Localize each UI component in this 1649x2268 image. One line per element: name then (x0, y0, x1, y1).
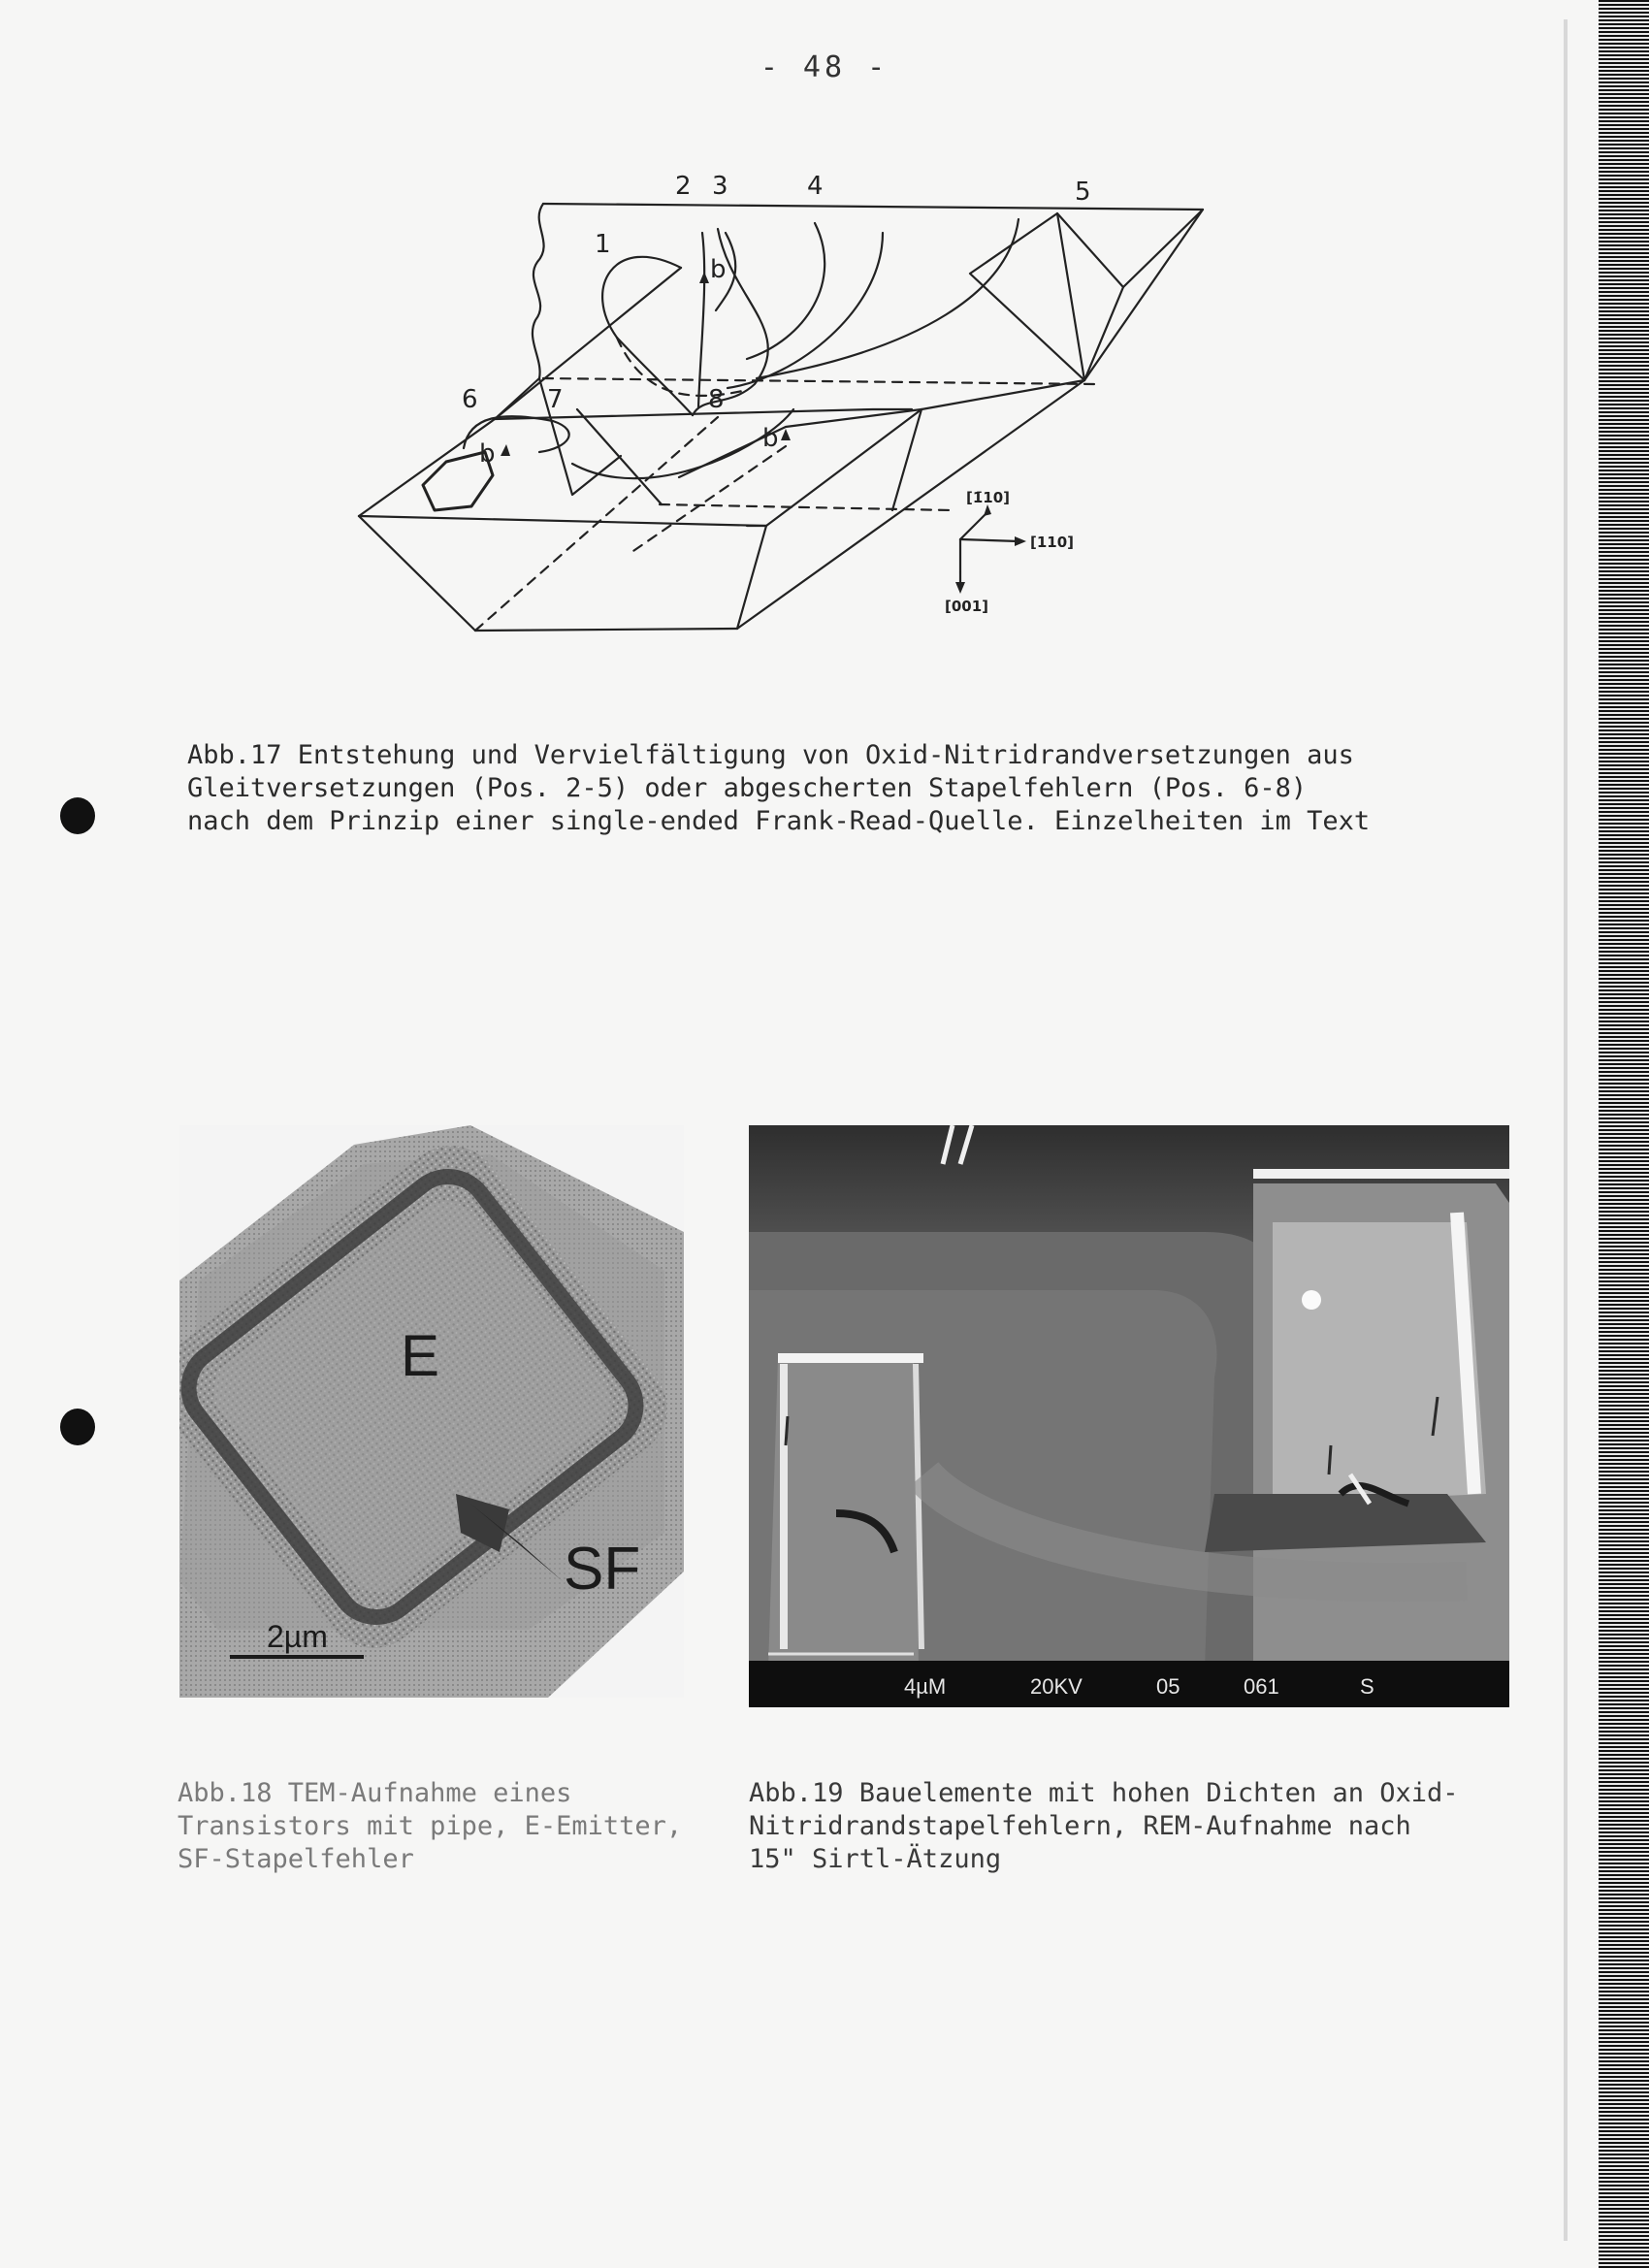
emitter-label: E (401, 1323, 440, 1388)
figure-18-tem-photo (179, 1125, 684, 1698)
slab-top-front (359, 516, 766, 526)
position-label-2: 2 (675, 172, 692, 201)
databar-voltage: 20KV (1030, 1674, 1083, 1699)
databar-field-1: 05 (1156, 1674, 1180, 1699)
position-label-6: 6 (462, 385, 478, 414)
burgers-vector-label-hexagon: b (479, 439, 496, 469)
position-label-8: 8 (708, 385, 725, 414)
tem-image (179, 1125, 684, 1698)
figure-19-caption (749, 1777, 1544, 1876)
scale-bar (230, 1655, 364, 1659)
upper-block-edge (543, 204, 1203, 380)
databar-field-2: 061 (1244, 1674, 1279, 1699)
broken-edge (533, 204, 544, 378)
caption-line: Transistors mit pipe, E-Emitter, (178, 1811, 683, 1841)
caption-line: Abb.19 Bauelemente mit hohen Dichten an Oxid- (749, 1778, 1459, 1808)
position-label-7: 7 (547, 385, 564, 414)
scan-edge-shadow (1564, 19, 1568, 2241)
caption-line: nach dem Prinzip einer single-ended Frank-Read-Quelle. Einzelheiten im Text (187, 806, 1371, 836)
stacking-fault-label: SF (564, 1536, 641, 1603)
caption-line: SF-Stapelfehler (178, 1844, 414, 1874)
caption-line: Abb.17 Entstehung und Vervielfältigung von Oxid-Nitridrandversetzungen aus (187, 740, 1354, 770)
caption-line: Abb.18 TEM-Aufnahme eines (178, 1778, 572, 1808)
figure-18-caption (178, 1777, 721, 1876)
figure-17-caption (187, 739, 1448, 838)
position-label-4: 4 (807, 172, 824, 201)
figure-17-diagram (340, 165, 1212, 669)
punch-hole-bottom (60, 1409, 95, 1445)
sem-databar (749, 1661, 1509, 1707)
position-label-1: 1 (595, 230, 611, 259)
databar-field-3: S (1360, 1674, 1374, 1699)
caption-line: Nitridrandstapelfehlern, REM-Aufnahme nach (749, 1811, 1411, 1841)
scale-bar-label: 2µm (267, 1619, 328, 1654)
dislocation-diagram (340, 165, 1212, 669)
axis-label-001: [001] (945, 598, 989, 615)
position-label-5: 5 (1075, 178, 1091, 207)
burgers-vector-label-upper: b (710, 255, 727, 284)
position-label-3: 3 (712, 172, 728, 201)
caption-line: Gleitversetzungen (Pos. 2-5) oder abgescherten Stapelfehlern (Pos. 6-8) (187, 773, 1308, 803)
axis-label-1-10: [1̄10] (966, 489, 1011, 506)
figure-19-sem-photo (749, 1125, 1509, 1707)
punch-hole-top (60, 797, 95, 834)
axis-label-110: [110] (1030, 534, 1075, 551)
scanner-edge-strip (1599, 0, 1649, 2268)
page-number: - 48 - (760, 50, 889, 84)
databar-scale: 4µM (904, 1674, 947, 1699)
sem-image (749, 1125, 1509, 1707)
burgers-vector-label-lower: b (762, 424, 779, 453)
caption-line: 15" Sirtl-Ätzung (749, 1844, 1002, 1874)
